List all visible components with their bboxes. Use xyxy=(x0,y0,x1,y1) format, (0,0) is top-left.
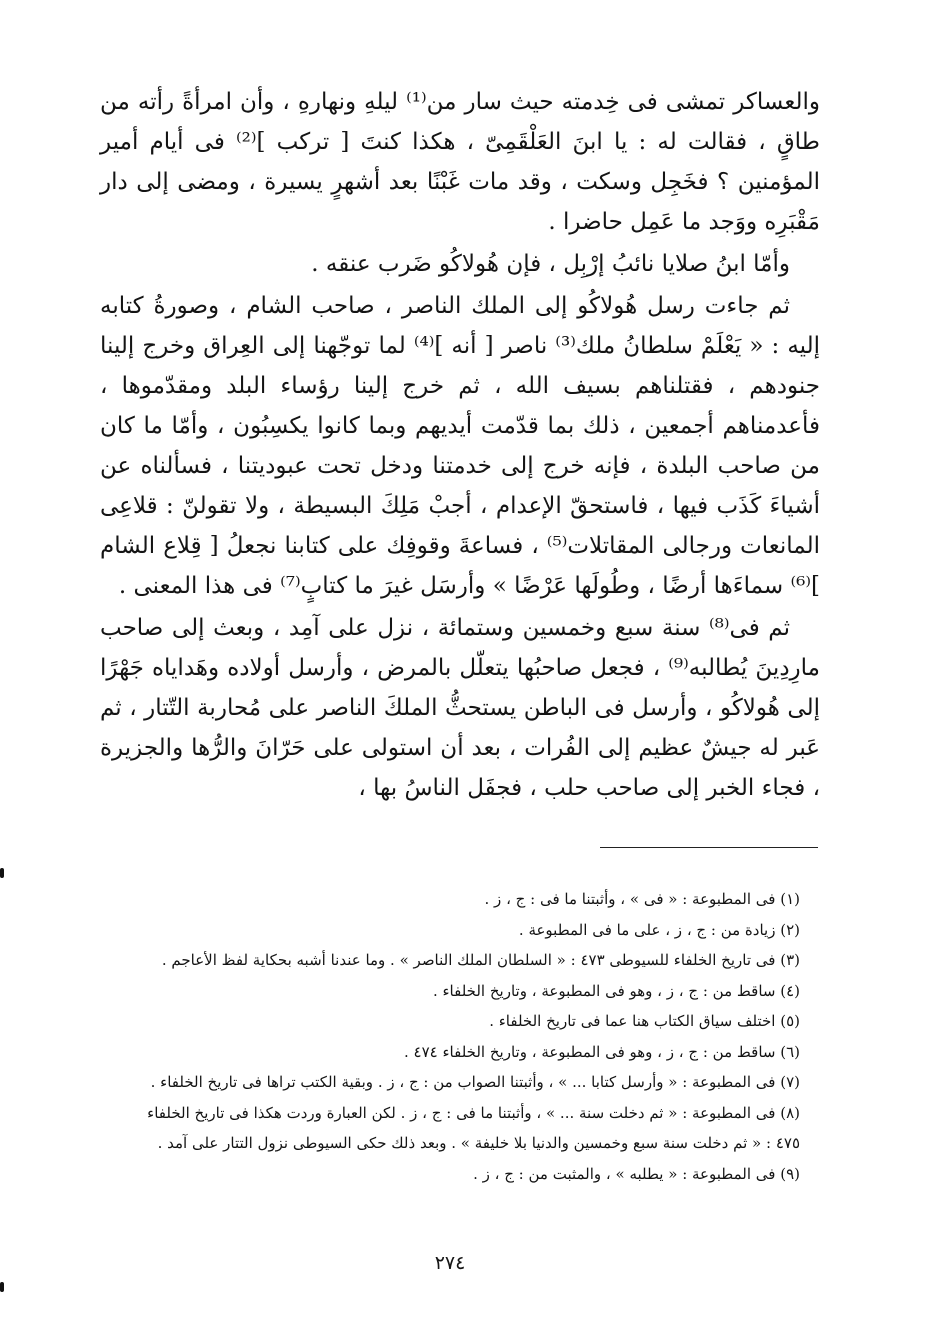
footnotes xyxy=(80,884,800,1189)
footnote-3: (٣) فى تاريخ الخلفاء للسيوطى ٤٧٣ : « السلطان الملك الناصر » . وما عندنا أشبه بحكاية لفظ الأعاجم . xyxy=(161,951,800,969)
paragraph-3: ثم جاءت رسل هُولاكُو إلى الملك الناصر ، صاحب الشام ، وصورةُ كتابه إليه : « يَعْلَمْ سلطانُ ملك⁽³⁾ ناصر [ أنه ]⁽⁴⁾ لما توجّهنا إلى العِراق وخرج إلينا جنودهم ، فقتلناهم بسيف الله ، ثم خرج إلينا رؤساء البلد ومقدّموها ، فأعدمناهم أجمعين ، ذلك بما قدّمت أيديهم وبما كانوا يكسِبُون ، وأمّا ما كان من صاحب البلدة ، فإنه خرج إلى خدمتنا ودخل تحت عبوديتنا ، فسألناه عن أشياءَ كَذَب فيها ، فاستحقّ الإعدام ، أجبْ مَلِكَ البسيطة ، ولا تقولنّ : قلاعِى المانعات ورجالى المقاتلات⁽⁵⁾ ، فساعةَ وقوفِك على كتابنا نجعلُ [ قِلاع الشام ]⁽⁶⁾ سماءَها أرضًا ، وطُولَها عَرْضًا » وأرسَل غيرَ ما كتابٍ⁽⁷⁾ فى هذا المعنى . xyxy=(100,293,821,599)
footnote-divider xyxy=(600,847,818,848)
paragraph-2: وأمّا ابنُ صلايا نائبُ إرْبِل ، فإن هُولاكُو ضَرب عنقه . xyxy=(311,251,790,277)
footnote-6: (٦) ساقط من : ج ، ز ، وهو فى المطبوعة ، وتاريخ الخلفاء ٤٧٤ . xyxy=(404,1042,800,1061)
binding-mark-bottom xyxy=(0,1282,4,1292)
binding-mark-top xyxy=(0,868,4,878)
footnote-8: (٨) فى المطبوعة : « ثم دخلت سنة ... » ، وأثبتنا ما فى : ج ، ز . لكن العبارة وردت هكذا فى تاريخ الخلفاء xyxy=(147,1103,800,1122)
paragraph-4: ثم فى⁽⁸⁾ سنة سبع وخمسين وستمائة ، نزل على آمِد ، وبعث إلى صاحب مارِدِينَ يُطالبه⁽⁹⁾ ، فجعل صاحبُها يتعلّل بالمرض ، وأرسل أولاده وهَداياه جَهْرًا إلى هُولاكُو ، وأرسل فى الباطن يستحثُّ الملكَ الناصر على مُحاربة التّتار ، ثم عَبر له جيشٌ عظيم إلى الفُرات ، بعد أن استولى على حَرّانَ والرُّها والجزيرة ، فجاء الخبر إلى صاحب حلب ، فجفَل الناسُ بها ، xyxy=(100,615,820,801)
page-number: ٢٧٤ xyxy=(434,1252,466,1274)
paragraph-1: والعساكر تمشى فى خِدمته حيث سار من⁽¹⁾ ليلهِ ونهارهِ ، وأن امرأةً رأته من طاقٍ ، فقالت له : يا ابنَ العَلْقَمِىّ ، هكذا كنتَ [ تركب ]⁽²⁾ فى أيام أمير المؤمنين ؟ فخَجِل وسكت ، وقد مات غَبْنًا بعد أشهرٍ يسيرة ، ومضى إلى دار مَقْبَرِه ووَجد ما عَمِل حاضرا . xyxy=(100,89,820,235)
footnote-8-continued: ٤٧٥ : « ثم دخلت سنة سبع وخمسين والدنيا بلا خليفة » . وبعد ذلك حكى السيوطى نزول التتار على آمد . xyxy=(157,1134,800,1152)
footnote-1: (١) فى المطبوعة : « فى » ، وأثبتنا ما فى : ج ، ز . xyxy=(484,890,800,908)
footnote-7: (٧) فى المطبوعة : « وأرسل كتابا ... » ، وأثبتنا الصواب من : ج ، ز . وبقية الكتب تراها فى تاريخ الخلفاء . xyxy=(150,1073,800,1091)
footnote-4: (٤) ساقط من : ج ، ز ، وهو فى المطبوعة ، وتاريخ الخلفاء . xyxy=(432,981,800,1000)
footnote-2: (٢) زيادة من : ج ، ز ، على ما فى المطبوعة . xyxy=(518,920,800,939)
main-text xyxy=(100,82,820,808)
footnote-5: (٥) اختلف سياق الكتاب هنا عما فى تاريخ الخلفاء . xyxy=(489,1012,800,1030)
footnote-9: (٩) فى المطبوعة : « يطلبه » ، والمثبت من : ج ، ز . xyxy=(473,1164,800,1183)
